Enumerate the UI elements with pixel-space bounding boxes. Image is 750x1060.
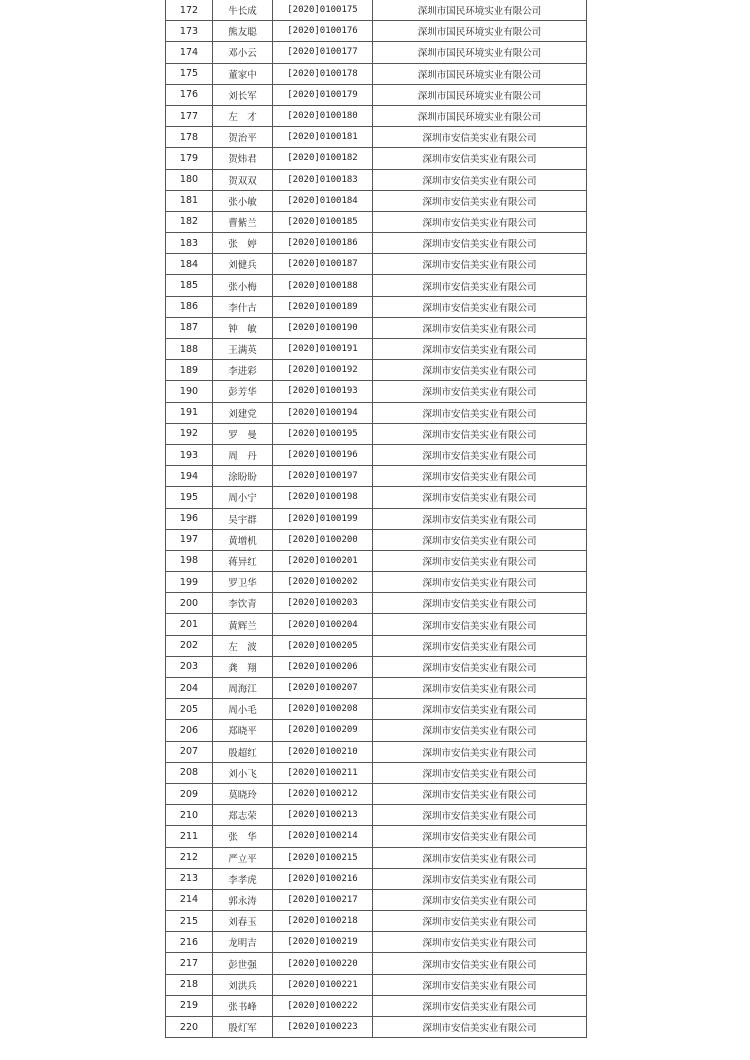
table-row <box>166 974 587 995</box>
cell-sequence-number: 189 <box>166 360 213 381</box>
table-row <box>166 275 587 296</box>
cell-certificate-number: [2020]0100180 <box>273 105 373 126</box>
cell-sequence-number: 188 <box>166 339 213 360</box>
cell-certificate-number: [2020]0100211 <box>273 762 373 783</box>
table-row <box>166 762 587 783</box>
cell-company-name: 深圳市安信美实业有限公司 <box>373 233 587 254</box>
cell-certificate-number: [2020]0100198 <box>273 487 373 508</box>
cell-certificate-number: [2020]0100183 <box>273 169 373 190</box>
cell-company-name: 深圳市安信美实业有限公司 <box>373 572 587 593</box>
cell-certificate-number: [2020]0100200 <box>273 529 373 550</box>
cell-sequence-number: 204 <box>166 678 213 699</box>
cell-certificate-number: [2020]0100194 <box>273 402 373 423</box>
cell-person-name: 郑志荣 <box>213 805 273 826</box>
cell-person-name: 贺双双 <box>213 169 273 190</box>
cell-person-name: 刘长军 <box>213 84 273 105</box>
cell-company-name: 深圳市国民环境实业有限公司 <box>373 42 587 63</box>
cell-company-name: 深圳市安信美实业有限公司 <box>373 847 587 868</box>
cell-sequence-number: 202 <box>166 635 213 656</box>
cell-certificate-number: [2020]0100179 <box>273 84 373 105</box>
cell-company-name: 深圳市安信美实业有限公司 <box>373 529 587 550</box>
cell-sequence-number: 203 <box>166 656 213 677</box>
cell-sequence-number: 176 <box>166 84 213 105</box>
cell-company-name: 深圳市安信美实业有限公司 <box>373 317 587 338</box>
cell-person-name: 严立平 <box>213 847 273 868</box>
table-row <box>166 466 587 487</box>
table-row <box>166 381 587 402</box>
cell-company-name: 深圳市安信美实业有限公司 <box>373 254 587 275</box>
cell-company-name: 深圳市安信美实业有限公司 <box>373 190 587 211</box>
cell-person-name: 张书峰 <box>213 995 273 1016</box>
cell-company-name: 深圳市国民环境实业有限公司 <box>373 105 587 126</box>
cell-person-name: 刘健兵 <box>213 254 273 275</box>
cell-person-name: 莫晓玲 <box>213 783 273 804</box>
cell-person-name: 黄辉兰 <box>213 614 273 635</box>
cell-certificate-number: [2020]0100223 <box>273 1017 373 1038</box>
cell-company-name: 深圳市安信美实业有限公司 <box>373 635 587 656</box>
cell-sequence-number: 197 <box>166 529 213 550</box>
cell-person-name: 左 才 <box>213 105 273 126</box>
table-row <box>166 317 587 338</box>
table-row <box>166 508 587 529</box>
cell-person-name: 周小毛 <box>213 699 273 720</box>
cell-person-name: 彭芳华 <box>213 381 273 402</box>
cell-person-name: 吴宇群 <box>213 508 273 529</box>
table-row <box>166 529 587 550</box>
cell-certificate-number: [2020]0100199 <box>273 508 373 529</box>
cell-certificate-number: [2020]0100218 <box>273 911 373 932</box>
table-row <box>166 720 587 741</box>
table-row <box>166 21 587 42</box>
cell-sequence-number: 178 <box>166 127 213 148</box>
cell-certificate-number: [2020]0100181 <box>273 127 373 148</box>
cell-sequence-number: 215 <box>166 911 213 932</box>
table-row <box>166 911 587 932</box>
cell-sequence-number: 194 <box>166 466 213 487</box>
cell-sequence-number: 219 <box>166 995 213 1016</box>
table-row <box>166 614 587 635</box>
cell-sequence-number: 201 <box>166 614 213 635</box>
cell-company-name: 深圳市安信美实业有限公司 <box>373 678 587 699</box>
cell-person-name: 董家中 <box>213 63 273 84</box>
cell-company-name: 深圳市安信美实业有限公司 <box>373 275 587 296</box>
cell-company-name: 深圳市安信美实业有限公司 <box>373 339 587 360</box>
cell-certificate-number: [2020]0100185 <box>273 211 373 232</box>
cell-sequence-number: 210 <box>166 805 213 826</box>
cell-company-name: 深圳市安信美实业有限公司 <box>373 487 587 508</box>
table-row <box>166 678 587 699</box>
cell-person-name: 刘春玉 <box>213 911 273 932</box>
cell-sequence-number: 213 <box>166 868 213 889</box>
cell-certificate-number: [2020]0100217 <box>273 889 373 910</box>
cell-sequence-number: 208 <box>166 762 213 783</box>
cell-person-name: 李饮青 <box>213 593 273 614</box>
table-row <box>166 1017 587 1038</box>
cell-certificate-number: [2020]0100208 <box>273 699 373 720</box>
cell-certificate-number: [2020]0100182 <box>273 148 373 169</box>
cell-sequence-number: 206 <box>166 720 213 741</box>
cell-sequence-number: 214 <box>166 889 213 910</box>
cell-certificate-number: [2020]0100206 <box>273 656 373 677</box>
cell-company-name: 深圳市安信美实业有限公司 <box>373 699 587 720</box>
cell-company-name: 深圳市安信美实业有限公司 <box>373 995 587 1016</box>
cell-person-name: 李孝虎 <box>213 868 273 889</box>
cell-certificate-number: [2020]0100212 <box>273 783 373 804</box>
roster-table <box>165 0 587 1038</box>
table-row <box>166 211 587 232</box>
cell-company-name: 深圳市安信美实业有限公司 <box>373 826 587 847</box>
cell-certificate-number: [2020]0100188 <box>273 275 373 296</box>
cell-certificate-number: [2020]0100220 <box>273 953 373 974</box>
cell-person-name: 周海江 <box>213 678 273 699</box>
cell-sequence-number: 220 <box>166 1017 213 1038</box>
table-row <box>166 296 587 317</box>
cell-company-name: 深圳市安信美实业有限公司 <box>373 1017 587 1038</box>
table-row <box>166 402 587 423</box>
cell-person-name: 钟 敏 <box>213 317 273 338</box>
table-row <box>166 63 587 84</box>
table-row <box>166 339 587 360</box>
cell-person-name: 熊友聪 <box>213 21 273 42</box>
roster-table-body <box>166 0 587 1038</box>
table-row <box>166 360 587 381</box>
cell-person-name: 邓小云 <box>213 42 273 63</box>
cell-person-name: 张小敏 <box>213 190 273 211</box>
table-row <box>166 995 587 1016</box>
cell-person-name: 龚 翔 <box>213 656 273 677</box>
cell-person-name: 张 华 <box>213 826 273 847</box>
table-row <box>166 254 587 275</box>
table-row <box>166 826 587 847</box>
table-row <box>166 699 587 720</box>
table-row <box>166 487 587 508</box>
cell-sequence-number: 172 <box>166 0 213 21</box>
cell-sequence-number: 218 <box>166 974 213 995</box>
cell-sequence-number: 205 <box>166 699 213 720</box>
cell-sequence-number: 184 <box>166 254 213 275</box>
cell-person-name: 刘建党 <box>213 402 273 423</box>
table-row <box>166 190 587 211</box>
cell-sequence-number: 198 <box>166 550 213 571</box>
cell-person-name: 罗卫华 <box>213 572 273 593</box>
cell-sequence-number: 175 <box>166 63 213 84</box>
cell-certificate-number: [2020]0100215 <box>273 847 373 868</box>
cell-company-name: 深圳市安信美实业有限公司 <box>373 593 587 614</box>
cell-certificate-number: [2020]0100192 <box>273 360 373 381</box>
cell-certificate-number: [2020]0100214 <box>273 826 373 847</box>
cell-company-name: 深圳市安信美实业有限公司 <box>373 783 587 804</box>
cell-person-name: 张 婷 <box>213 233 273 254</box>
cell-company-name: 深圳市安信美实业有限公司 <box>373 381 587 402</box>
cell-person-name: 周小宁 <box>213 487 273 508</box>
table-row <box>166 84 587 105</box>
cell-company-name: 深圳市安信美实业有限公司 <box>373 656 587 677</box>
cell-person-name: 龙明吉 <box>213 932 273 953</box>
cell-certificate-number: [2020]0100216 <box>273 868 373 889</box>
cell-company-name: 深圳市安信美实业有限公司 <box>373 211 587 232</box>
cell-certificate-number: [2020]0100177 <box>273 42 373 63</box>
cell-sequence-number: 186 <box>166 296 213 317</box>
cell-certificate-number: [2020]0100189 <box>273 296 373 317</box>
cell-certificate-number: [2020]0100209 <box>273 720 373 741</box>
cell-certificate-number: [2020]0100203 <box>273 593 373 614</box>
cell-sequence-number: 190 <box>166 381 213 402</box>
table-row <box>166 889 587 910</box>
cell-person-name: 殷灯军 <box>213 1017 273 1038</box>
table-row <box>166 572 587 593</box>
cell-company-name: 深圳市安信美实业有限公司 <box>373 127 587 148</box>
cell-company-name: 深圳市国民环境实业有限公司 <box>373 63 587 84</box>
cell-certificate-number: [2020]0100222 <box>273 995 373 1016</box>
cell-sequence-number: 183 <box>166 233 213 254</box>
cell-company-name: 深圳市安信美实业有限公司 <box>373 974 587 995</box>
table-row <box>166 233 587 254</box>
cell-company-name: 深圳市国民环境实业有限公司 <box>373 21 587 42</box>
cell-certificate-number: [2020]0100219 <box>273 932 373 953</box>
cell-company-name: 深圳市安信美实业有限公司 <box>373 148 587 169</box>
table-row <box>166 656 587 677</box>
cell-company-name: 深圳市国民环境实业有限公司 <box>373 0 587 21</box>
cell-company-name: 深圳市安信美实业有限公司 <box>373 889 587 910</box>
cell-sequence-number: 173 <box>166 21 213 42</box>
cell-certificate-number: [2020]0100213 <box>273 805 373 826</box>
cell-certificate-number: [2020]0100204 <box>273 614 373 635</box>
cell-person-name: 彭世强 <box>213 953 273 974</box>
table-row <box>166 550 587 571</box>
cell-person-name: 贺治平 <box>213 127 273 148</box>
cell-company-name: 深圳市安信美实业有限公司 <box>373 805 587 826</box>
cell-company-name: 深圳市安信美实业有限公司 <box>373 762 587 783</box>
cell-person-name: 黄增机 <box>213 529 273 550</box>
cell-person-name: 蒋异红 <box>213 550 273 571</box>
cell-sequence-number: 179 <box>166 148 213 169</box>
cell-company-name: 深圳市国民环境实业有限公司 <box>373 84 587 105</box>
cell-sequence-number: 216 <box>166 932 213 953</box>
table-row <box>166 423 587 444</box>
cell-certificate-number: [2020]0100176 <box>273 21 373 42</box>
cell-certificate-number: [2020]0100221 <box>273 974 373 995</box>
table-row <box>166 148 587 169</box>
cell-company-name: 深圳市安信美实业有限公司 <box>373 550 587 571</box>
cell-person-name: 曹紫兰 <box>213 211 273 232</box>
cell-company-name: 深圳市安信美实业有限公司 <box>373 932 587 953</box>
cell-person-name: 周 丹 <box>213 444 273 465</box>
cell-person-name: 张小梅 <box>213 275 273 296</box>
cell-person-name: 涂盼盼 <box>213 466 273 487</box>
cell-company-name: 深圳市安信美实业有限公司 <box>373 423 587 444</box>
cell-company-name: 深圳市安信美实业有限公司 <box>373 953 587 974</box>
cell-person-name: 左 波 <box>213 635 273 656</box>
cell-certificate-number: [2020]0100186 <box>273 233 373 254</box>
cell-sequence-number: 193 <box>166 444 213 465</box>
cell-company-name: 深圳市安信美实业有限公司 <box>373 466 587 487</box>
cell-sequence-number: 195 <box>166 487 213 508</box>
cell-company-name: 深圳市安信美实业有限公司 <box>373 360 587 381</box>
cell-sequence-number: 192 <box>166 423 213 444</box>
cell-sequence-number: 199 <box>166 572 213 593</box>
cell-certificate-number: [2020]0100191 <box>273 339 373 360</box>
cell-certificate-number: [2020]0100190 <box>273 317 373 338</box>
table-row <box>166 0 587 21</box>
cell-company-name: 深圳市安信美实业有限公司 <box>373 402 587 423</box>
cell-person-name: 郑晓平 <box>213 720 273 741</box>
cell-certificate-number: [2020]0100184 <box>273 190 373 211</box>
cell-sequence-number: 212 <box>166 847 213 868</box>
table-row <box>166 635 587 656</box>
cell-person-name: 郭永涛 <box>213 889 273 910</box>
cell-certificate-number: [2020]0100195 <box>273 423 373 444</box>
cell-sequence-number: 174 <box>166 42 213 63</box>
cell-sequence-number: 185 <box>166 275 213 296</box>
cell-person-name: 殷超红 <box>213 741 273 762</box>
cell-person-name: 牛长成 <box>213 0 273 21</box>
cell-certificate-number: [2020]0100197 <box>273 466 373 487</box>
table-row <box>166 953 587 974</box>
cell-sequence-number: 180 <box>166 169 213 190</box>
table-row <box>166 127 587 148</box>
cell-certificate-number: [2020]0100175 <box>273 0 373 21</box>
cell-certificate-number: [2020]0100193 <box>273 381 373 402</box>
cell-company-name: 深圳市安信美实业有限公司 <box>373 911 587 932</box>
cell-company-name: 深圳市安信美实业有限公司 <box>373 614 587 635</box>
cell-sequence-number: 211 <box>166 826 213 847</box>
cell-person-name: 刘洪兵 <box>213 974 273 995</box>
table-row <box>166 593 587 614</box>
cell-person-name: 贺炜君 <box>213 148 273 169</box>
table-row <box>166 847 587 868</box>
cell-certificate-number: [2020]0100187 <box>273 254 373 275</box>
cell-person-name: 王满英 <box>213 339 273 360</box>
cell-person-name: 罗 曼 <box>213 423 273 444</box>
table-row <box>166 741 587 762</box>
cell-company-name: 深圳市安信美实业有限公司 <box>373 868 587 889</box>
cell-sequence-number: 217 <box>166 953 213 974</box>
cell-person-name: 李什古 <box>213 296 273 317</box>
cell-certificate-number: [2020]0100202 <box>273 572 373 593</box>
cell-sequence-number: 200 <box>166 593 213 614</box>
table-row <box>166 932 587 953</box>
cell-company-name: 深圳市安信美实业有限公司 <box>373 296 587 317</box>
table-row <box>166 805 587 826</box>
cell-sequence-number: 209 <box>166 783 213 804</box>
cell-sequence-number: 191 <box>166 402 213 423</box>
cell-company-name: 深圳市安信美实业有限公司 <box>373 444 587 465</box>
table-row <box>166 868 587 889</box>
cell-sequence-number: 177 <box>166 105 213 126</box>
cell-certificate-number: [2020]0100196 <box>273 444 373 465</box>
cell-company-name: 深圳市安信美实业有限公司 <box>373 720 587 741</box>
table-row <box>166 42 587 63</box>
cell-sequence-number: 181 <box>166 190 213 211</box>
cell-sequence-number: 196 <box>166 508 213 529</box>
cell-company-name: 深圳市安信美实业有限公司 <box>373 169 587 190</box>
cell-sequence-number: 207 <box>166 741 213 762</box>
cell-person-name: 李进彩 <box>213 360 273 381</box>
table-row <box>166 169 587 190</box>
cell-sequence-number: 187 <box>166 317 213 338</box>
cell-certificate-number: [2020]0100207 <box>273 678 373 699</box>
cell-certificate-number: [2020]0100178 <box>273 63 373 84</box>
cell-person-name: 刘小飞 <box>213 762 273 783</box>
table-row <box>166 105 587 126</box>
table-row <box>166 783 587 804</box>
cell-sequence-number: 182 <box>166 211 213 232</box>
cell-certificate-number: [2020]0100205 <box>273 635 373 656</box>
table-row <box>166 444 587 465</box>
cell-company-name: 深圳市安信美实业有限公司 <box>373 741 587 762</box>
cell-certificate-number: [2020]0100210 <box>273 741 373 762</box>
cell-company-name: 深圳市安信美实业有限公司 <box>373 508 587 529</box>
cell-certificate-number: [2020]0100201 <box>273 550 373 571</box>
